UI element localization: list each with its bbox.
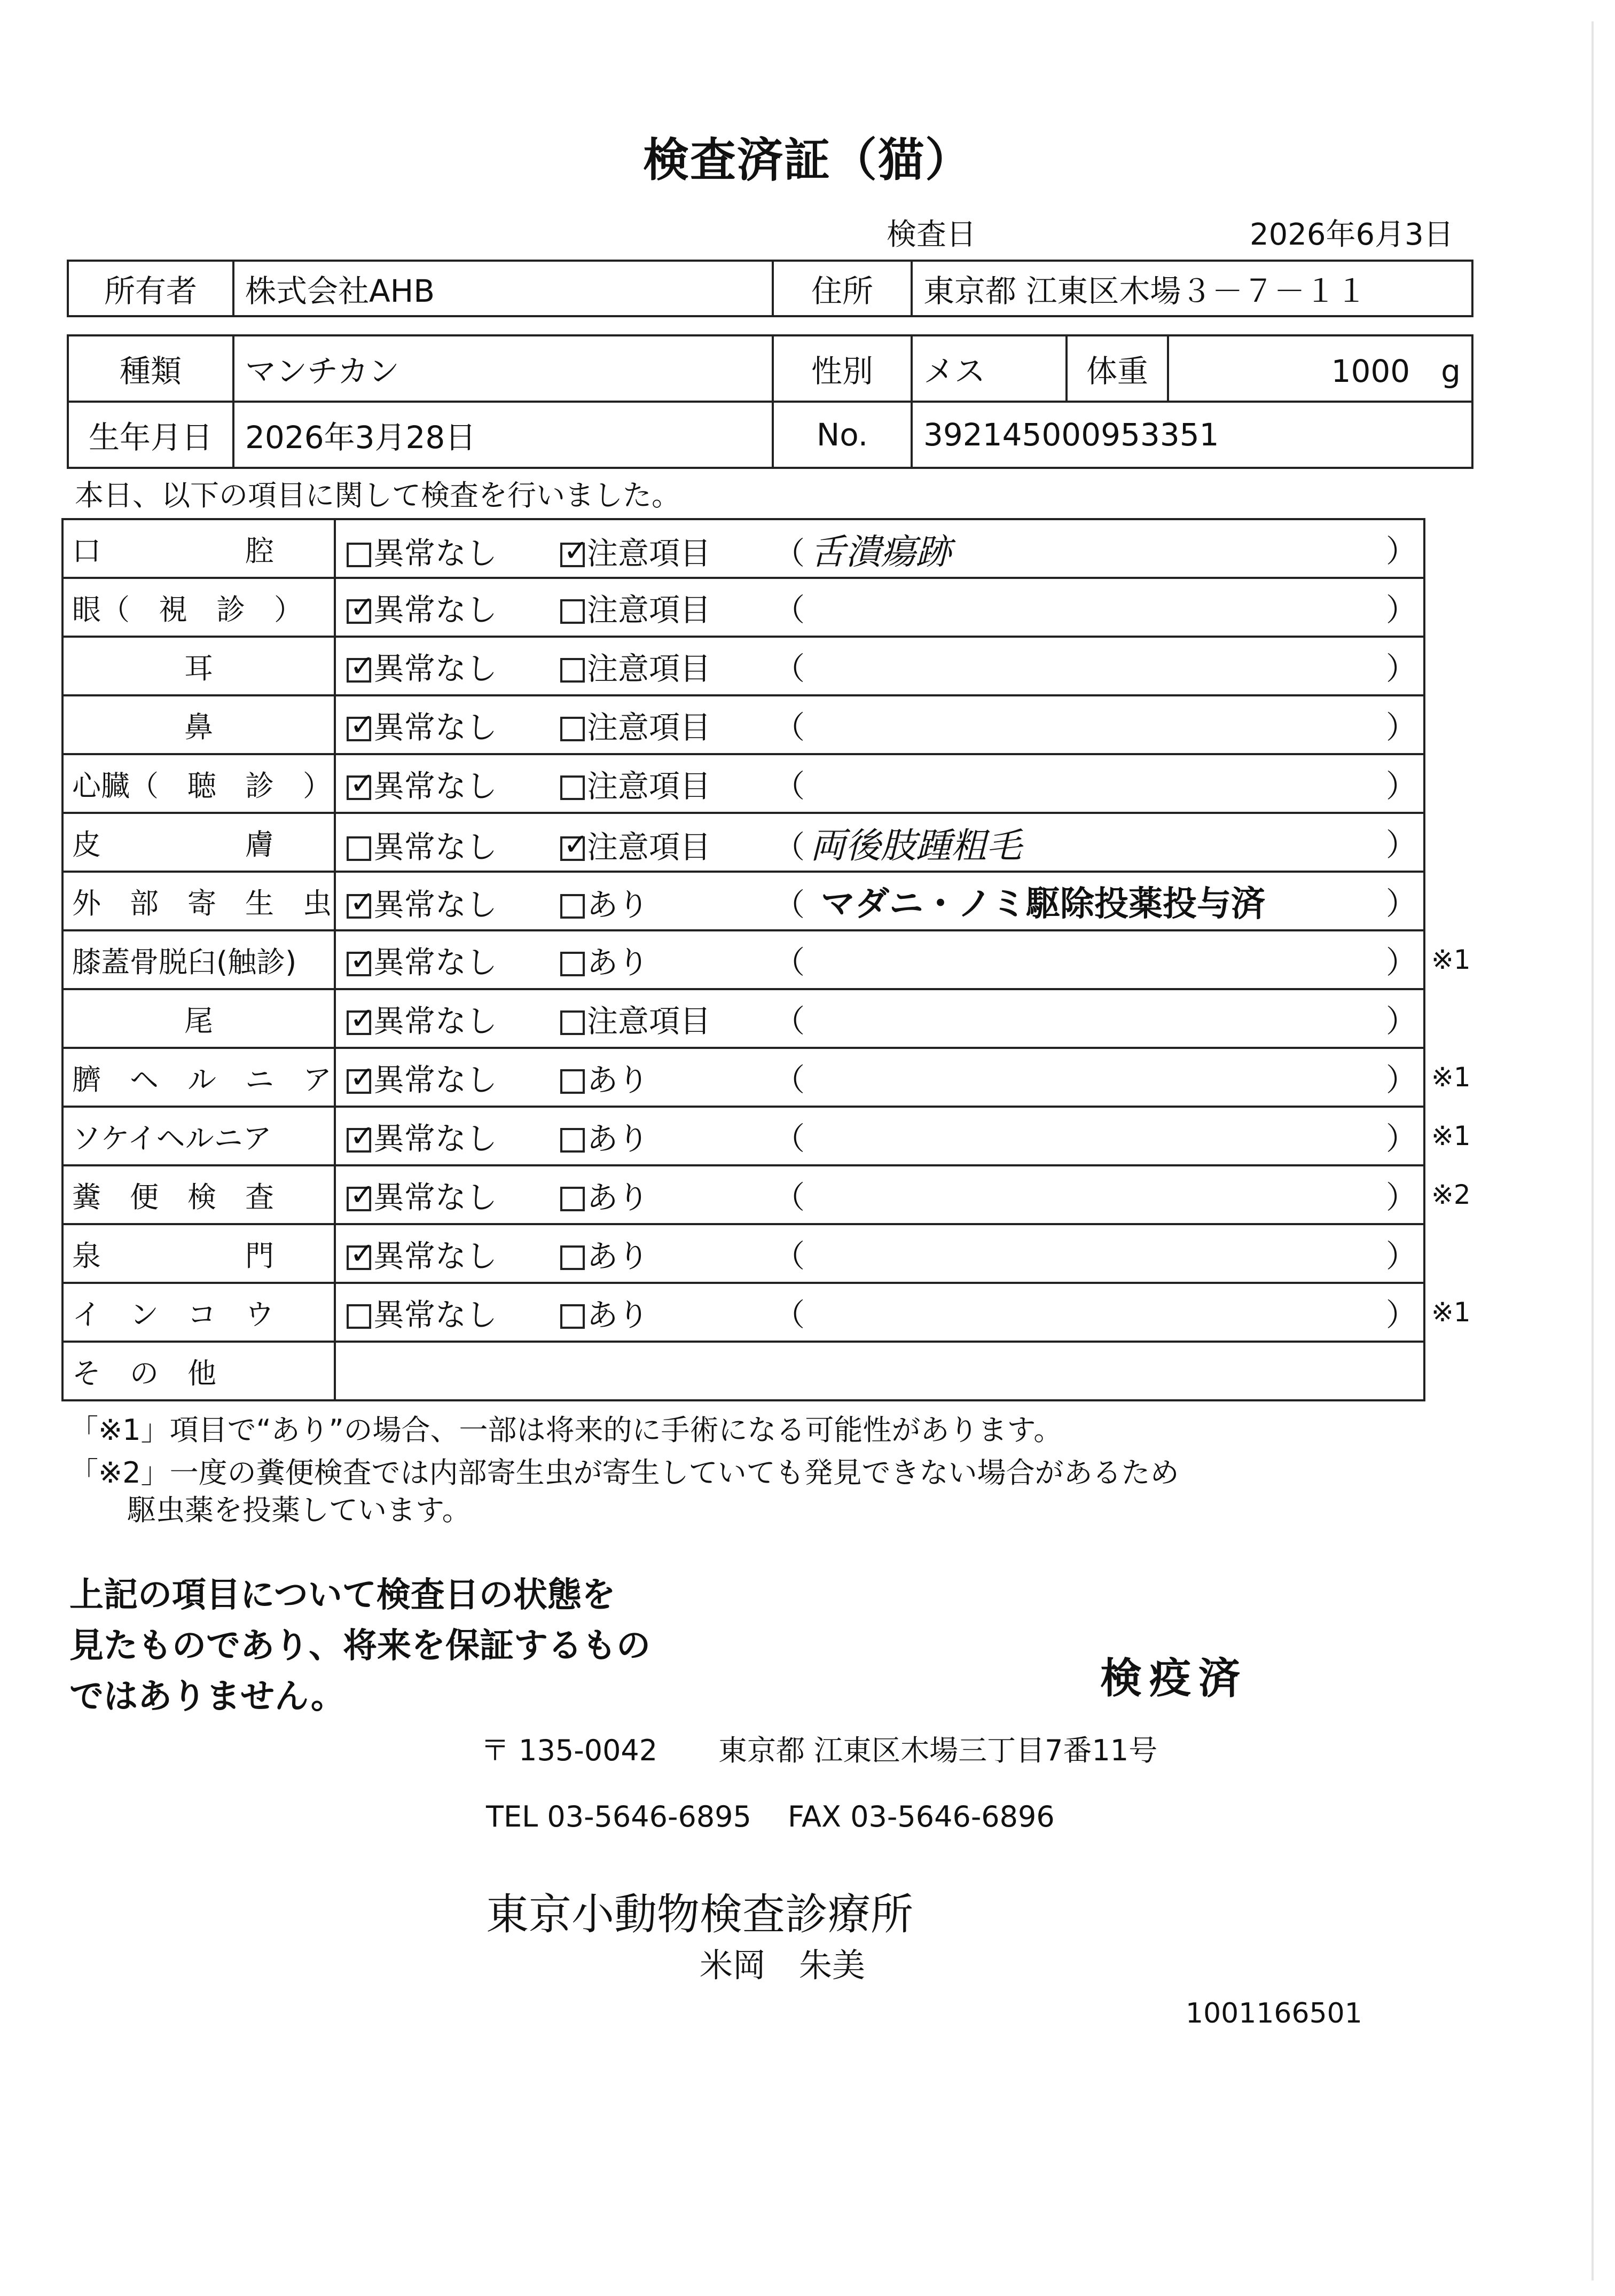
exam-item-label-text: 耳 bbox=[184, 651, 213, 685]
quarantine-stamp: 検疫済 bbox=[1100, 1655, 1248, 1703]
option-normal bbox=[347, 937, 560, 982]
exam-row bbox=[62, 813, 1424, 872]
exam-item-result bbox=[335, 813, 1424, 872]
weight-label: 体重 bbox=[1067, 335, 1168, 402]
tel: TEL 03-5646-6895 bbox=[486, 1800, 751, 1833]
option-flag bbox=[560, 880, 774, 924]
paren-open: （ bbox=[774, 944, 805, 981]
option-normal bbox=[347, 1114, 560, 1158]
sex-label: 性別 bbox=[773, 335, 912, 402]
checkbox-icon[interactable] bbox=[560, 894, 585, 919]
option-normal-label: 異常なし bbox=[373, 592, 498, 628]
option-normal bbox=[347, 644, 560, 688]
fax: FAX 03-5646-6896 bbox=[788, 1800, 1055, 1833]
exam-item-label-text: 心臓（ 聴 診 ） bbox=[72, 769, 332, 803]
paren-open: （ bbox=[774, 1238, 805, 1274]
exam-item-label bbox=[62, 930, 335, 989]
exam-item-label bbox=[62, 519, 335, 578]
clinic-address: 東京都 江東区木場三丁目7番11号 bbox=[718, 1734, 1158, 1767]
dob-value: 2026年3月28日 bbox=[233, 402, 773, 468]
option-normal bbox=[347, 1055, 560, 1100]
option-flag-label: 注意項目 bbox=[587, 535, 711, 571]
checkbox-icon[interactable] bbox=[560, 658, 585, 683]
exam-item-label bbox=[62, 1048, 335, 1107]
exam-item-result bbox=[335, 989, 1424, 1048]
checkbox-icon[interactable] bbox=[560, 1069, 585, 1094]
option-normal bbox=[347, 996, 560, 1041]
type-label: 種類 bbox=[68, 335, 233, 402]
exam-item-label-text: 泉 門 bbox=[72, 1239, 274, 1273]
option-flag bbox=[560, 585, 774, 630]
exam-row bbox=[62, 1224, 1424, 1283]
paren-open: （ bbox=[774, 535, 805, 571]
option-normal-label: 異常なし bbox=[373, 944, 498, 981]
option-flag bbox=[560, 822, 774, 867]
paren-open: （ bbox=[774, 651, 805, 687]
exam-item-label-text: 臍 ヘ ル ニ ア bbox=[72, 1062, 332, 1096]
option-flag-label: 注意項目 bbox=[587, 1003, 711, 1039]
exam-item-label-text: 外 部 寄 生 虫 bbox=[72, 886, 332, 920]
type-value: マンチカン bbox=[233, 335, 773, 402]
option-normal bbox=[347, 761, 560, 806]
exam-item-label bbox=[62, 754, 335, 813]
footnote-mark: ※2 bbox=[1431, 1179, 1471, 1210]
footnote-mark: ※1 bbox=[1431, 1120, 1471, 1151]
exam-item-label-text: 糞 便 検 査 bbox=[72, 1180, 274, 1214]
paren-open: （ bbox=[774, 768, 805, 804]
checkbox-icon[interactable] bbox=[560, 775, 585, 800]
exam-item-label bbox=[62, 1165, 335, 1224]
option-normal bbox=[347, 1172, 560, 1217]
address-label: 住所 bbox=[773, 261, 912, 316]
option-normal-label: 異常なし bbox=[373, 1179, 498, 1216]
exam-note: 両後肢踵粗毛 bbox=[810, 825, 1022, 866]
paren-close: ） bbox=[1385, 768, 1417, 804]
note-3: 駆虫薬を投薬しています。 bbox=[69, 1493, 471, 1527]
option-flag bbox=[560, 702, 774, 747]
option-normal-label: 異常なし bbox=[373, 828, 498, 865]
other-label bbox=[62, 1342, 335, 1400]
option-normal bbox=[347, 702, 560, 747]
option-flag bbox=[560, 1290, 774, 1335]
no-label: No. bbox=[773, 402, 912, 468]
option-normal-label: 異常なし bbox=[373, 1297, 498, 1333]
option-flag bbox=[560, 1172, 774, 1217]
paren-close: ） bbox=[1385, 944, 1417, 981]
paren-open: （ bbox=[774, 1062, 805, 1098]
option-normal-label: 異常なし bbox=[373, 1238, 498, 1274]
paren-close: ） bbox=[1385, 886, 1417, 922]
checkbox-icon[interactable] bbox=[347, 717, 371, 741]
exam-row bbox=[62, 637, 1424, 695]
exam-row bbox=[62, 519, 1424, 578]
weight-value: 1000 g bbox=[1168, 335, 1472, 402]
exam-note: 舌潰瘍跡 bbox=[810, 531, 952, 573]
checkbox-icon[interactable] bbox=[560, 1128, 585, 1153]
disclaimer-line-3: ではありません。 bbox=[69, 1677, 345, 1717]
document-title: 検査済証（猫） bbox=[643, 134, 972, 187]
checkbox-icon[interactable] bbox=[347, 1245, 371, 1270]
paren-close: ） bbox=[1385, 1120, 1417, 1157]
option-normal bbox=[347, 528, 560, 573]
exam-item-result bbox=[335, 872, 1424, 930]
option-flag bbox=[560, 644, 774, 688]
checkbox-icon[interactable] bbox=[347, 894, 371, 919]
exam-row bbox=[62, 1048, 1424, 1107]
option-flag-label: あり bbox=[587, 1179, 649, 1216]
paren-close: ） bbox=[1385, 1003, 1417, 1039]
paren-close: ） bbox=[1385, 1238, 1417, 1274]
exam-item-label bbox=[62, 872, 335, 930]
exam-row bbox=[62, 695, 1424, 754]
checkbox-icon[interactable] bbox=[560, 952, 585, 976]
option-flag-label: あり bbox=[587, 1238, 649, 1274]
exam-item-label-text: 尾 bbox=[184, 1004, 213, 1038]
checkbox-icon[interactable] bbox=[560, 836, 585, 861]
paren-open: （ bbox=[774, 592, 805, 628]
checkbox-icon[interactable] bbox=[560, 599, 585, 624]
checkbox-icon[interactable] bbox=[347, 952, 371, 976]
exam-note: マダニ・ノミ駆除投薬投与済 bbox=[821, 884, 1266, 924]
checkbox-icon[interactable] bbox=[347, 599, 371, 624]
document-number: 1001166501 bbox=[1186, 1997, 1362, 2029]
option-normal bbox=[347, 822, 560, 867]
checkbox-icon[interactable] bbox=[347, 1304, 371, 1329]
dob-label: 生年月日 bbox=[68, 402, 233, 468]
owner-table bbox=[67, 260, 1473, 317]
footnote-mark: ※1 bbox=[1431, 1062, 1471, 1093]
option-normal bbox=[347, 1290, 560, 1335]
exam-item-result bbox=[335, 1283, 1424, 1342]
no-value: 392145000953351 bbox=[912, 402, 1472, 468]
option-flag bbox=[560, 1114, 774, 1158]
checkbox-icon[interactable] bbox=[347, 836, 371, 861]
page-edge-line bbox=[1592, 21, 1594, 2281]
exam-row bbox=[62, 754, 1424, 813]
exam-item-label-text: 膝蓋骨脱臼(触診) bbox=[72, 945, 297, 979]
postal-code: 〒 135-0042 bbox=[481, 1734, 658, 1767]
option-normal bbox=[347, 1231, 560, 1276]
option-flag bbox=[560, 761, 774, 806]
exam-item-label bbox=[62, 1224, 335, 1283]
option-normal-label: 異常なし bbox=[373, 709, 498, 746]
option-flag-label: あり bbox=[587, 944, 649, 981]
exam-row bbox=[62, 1283, 1424, 1342]
option-flag bbox=[560, 1055, 774, 1100]
exam-row bbox=[62, 989, 1424, 1048]
paren-close: ） bbox=[1385, 709, 1417, 746]
exam-item-label bbox=[62, 1107, 335, 1165]
checkbox-icon[interactable] bbox=[560, 543, 585, 567]
option-flag bbox=[560, 1231, 774, 1276]
note-2: 「※2」一度の糞便検査では内部寄生虫が寄生していても発見できない場合があるため bbox=[69, 1456, 1179, 1490]
option-flag-label: 注意項目 bbox=[587, 592, 711, 628]
option-normal-label: 異常なし bbox=[373, 768, 498, 804]
checkbox-icon[interactable] bbox=[347, 658, 371, 683]
option-flag bbox=[560, 528, 774, 573]
exam-item-label-text: 鼻 bbox=[184, 710, 213, 744]
option-normal bbox=[347, 585, 560, 630]
disclaimer-line-1: 上記の項目について検査日の状態を bbox=[69, 1576, 616, 1615]
exam-item-label bbox=[62, 813, 335, 872]
paren-close: ） bbox=[1385, 1297, 1417, 1333]
paren-open: （ bbox=[774, 828, 805, 865]
option-flag bbox=[560, 996, 774, 1041]
checkbox-icon[interactable] bbox=[560, 717, 585, 741]
exam-item-result bbox=[335, 1165, 1424, 1224]
person-name: 米岡 朱美 bbox=[700, 1946, 866, 1985]
checkbox-icon[interactable] bbox=[347, 1069, 371, 1094]
exam-row bbox=[62, 1107, 1424, 1165]
exam-item-label bbox=[62, 1283, 335, 1342]
option-normal-label: 異常なし bbox=[373, 1003, 498, 1039]
paren-close: ） bbox=[1385, 1179, 1417, 1216]
paren-open: （ bbox=[774, 1120, 805, 1157]
paren-open: （ bbox=[774, 887, 805, 923]
paren-open: （ bbox=[774, 1297, 805, 1333]
disclaimer bbox=[69, 1570, 650, 1722]
checkbox-icon[interactable] bbox=[347, 1187, 371, 1211]
checkbox-icon[interactable] bbox=[560, 1304, 585, 1329]
paren-close: ） bbox=[1385, 533, 1417, 569]
exam-item-label bbox=[62, 578, 335, 637]
paren-open: （ bbox=[774, 1179, 805, 1216]
exam-item-label bbox=[62, 637, 335, 695]
intro-text: 本日、以下の項目に関して検査を行いました。 bbox=[75, 479, 680, 512]
option-normal-label: 異常なし bbox=[373, 1062, 498, 1098]
exam-row bbox=[62, 872, 1424, 930]
option-normal bbox=[347, 880, 560, 924]
paren-close: ） bbox=[1385, 592, 1417, 628]
option-flag-label: 注意項目 bbox=[587, 828, 711, 865]
option-normal-label: 異常なし bbox=[373, 887, 498, 923]
checkbox-icon[interactable] bbox=[347, 1128, 371, 1153]
exam-table bbox=[61, 518, 1425, 1401]
pet-table bbox=[67, 334, 1473, 469]
option-normal-label: 異常なし bbox=[373, 651, 498, 687]
paren-close: ） bbox=[1385, 651, 1417, 687]
option-normal-label: 異常なし bbox=[373, 1120, 498, 1157]
checkbox-icon[interactable] bbox=[347, 775, 371, 800]
note-1: 「※1」項目で“あり”の場合、一部は将来的に手術になる可能性があります。 bbox=[69, 1413, 1063, 1447]
exam-item-result bbox=[335, 1107, 1424, 1165]
address-value: 東京都 江東区木場３－７－１１ bbox=[912, 261, 1472, 316]
exam-item-label bbox=[62, 989, 335, 1048]
footnote-mark: ※1 bbox=[1431, 944, 1471, 975]
option-flag-label: 注意項目 bbox=[587, 768, 711, 804]
owner-label: 所有者 bbox=[68, 261, 233, 316]
exam-item-result bbox=[335, 1224, 1424, 1283]
option-flag-label: 注意項目 bbox=[587, 709, 711, 746]
exam-date-label: 検査日 bbox=[887, 217, 976, 252]
exam-item-label-text: 皮 膚 bbox=[72, 827, 274, 861]
exam-item-result bbox=[335, 637, 1424, 695]
checkbox-icon[interactable] bbox=[560, 1245, 585, 1270]
option-flag-label: あり bbox=[587, 887, 649, 923]
paren-close: ） bbox=[1385, 1062, 1417, 1098]
exam-item-label-text: 眼（ 視 診 ） bbox=[72, 592, 303, 626]
exam-row bbox=[62, 1165, 1424, 1224]
option-flag-label: あり bbox=[587, 1297, 649, 1333]
footnote-mark: ※1 bbox=[1431, 1297, 1471, 1328]
checkbox-icon[interactable] bbox=[560, 1010, 585, 1035]
other-label-text: そ の 他 bbox=[72, 1356, 216, 1390]
paren-close: ） bbox=[1385, 827, 1417, 863]
exam-item-label-text: イ ン コ ウ bbox=[72, 1297, 274, 1331]
option-flag-label: あり bbox=[587, 1062, 649, 1098]
exam-row bbox=[62, 930, 1424, 989]
sex-value: メス bbox=[912, 335, 1067, 402]
paren-open: （ bbox=[774, 1003, 805, 1039]
option-flag-label: あり bbox=[587, 1120, 649, 1157]
option-flag bbox=[560, 937, 774, 982]
option-flag-label: 注意項目 bbox=[587, 651, 711, 687]
exam-item-label-text: 口 腔 bbox=[72, 534, 274, 568]
checkbox-icon[interactable] bbox=[347, 1010, 371, 1035]
other-value bbox=[335, 1342, 1424, 1400]
clinic-name: 東京小動物検査診療所 bbox=[486, 1890, 913, 1939]
checkbox-icon[interactable] bbox=[560, 1187, 585, 1211]
exam-item-result bbox=[335, 519, 1424, 578]
exam-item-result bbox=[335, 578, 1424, 637]
exam-item-result bbox=[335, 930, 1424, 989]
owner-value: 株式会社AHB bbox=[233, 261, 773, 316]
option-normal-label: 異常なし bbox=[373, 535, 498, 571]
exam-item-result bbox=[335, 754, 1424, 813]
exam-item-result bbox=[335, 695, 1424, 754]
exam-row bbox=[62, 578, 1424, 637]
exam-date-value: 2026年6月3日 bbox=[1250, 217, 1454, 252]
exam-item-result bbox=[335, 1048, 1424, 1107]
exam-item-label-text: ソケイヘルニア bbox=[72, 1121, 272, 1155]
checkbox-icon[interactable] bbox=[347, 543, 371, 567]
exam-item-label bbox=[62, 695, 335, 754]
paren-open: （ bbox=[774, 709, 805, 746]
disclaimer-line-2: 見たものであり、将来を保証するもの bbox=[69, 1626, 650, 1666]
